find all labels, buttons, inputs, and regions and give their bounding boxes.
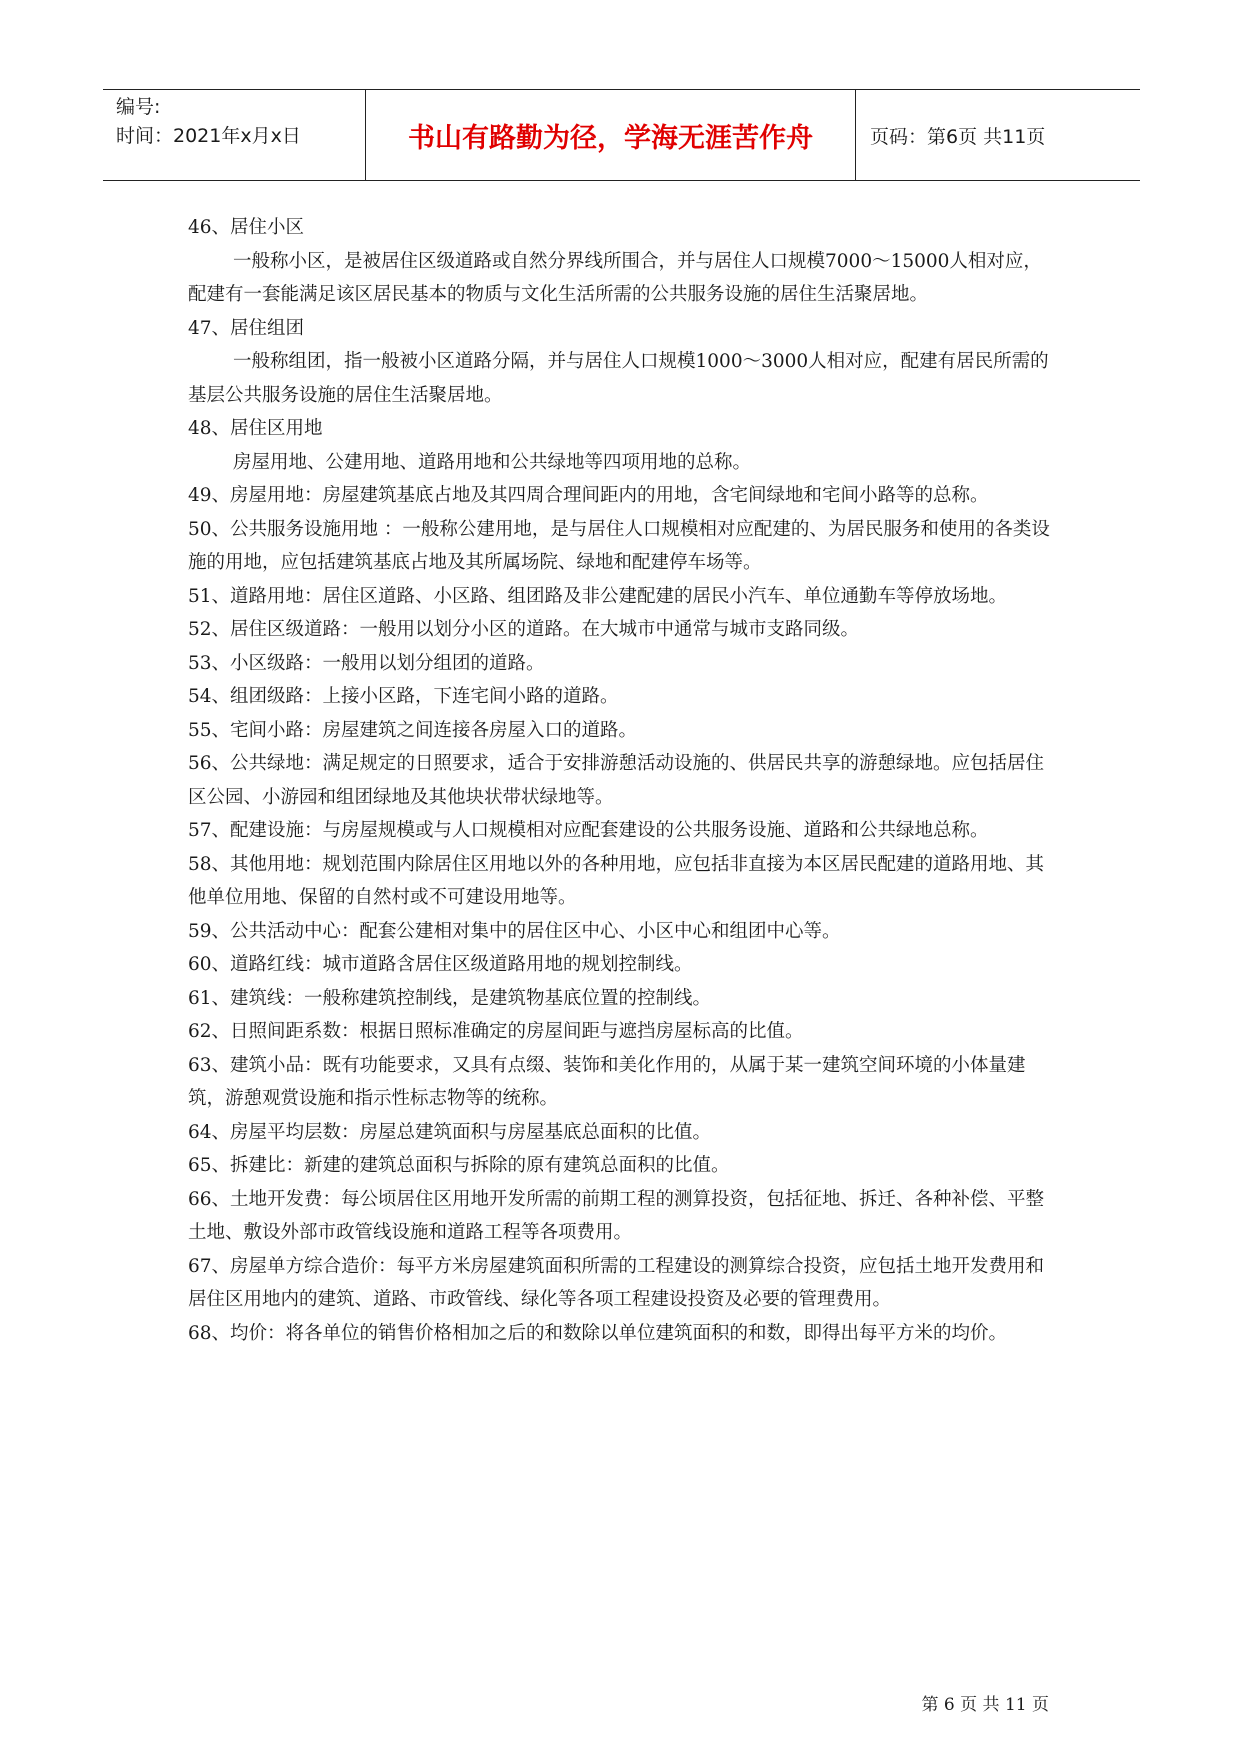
paragraph: 58、其他用地：规划范围内除居住区用地以外的各种用地，应包括非直接为本区居民配建的道路用地、其他单位用地、保留的自然村或不可建设用地等。 bbox=[188, 853, 1045, 908]
page-footer: 第 6 页 共 11 页 bbox=[921, 1695, 1049, 1715]
paragraph: 52、居住区级道路：一般用以划分小区的道路。在大城市中通常与城市支路同级。 bbox=[188, 619, 860, 640]
paragraph: 56、公共绿地：满足规定的日照要求，适合于安排游憩活动设施的、供居民共享的游憩绿地。应包括居住区公园、小游园和组团绿地及其他块状带状绿地等。 bbox=[188, 753, 1045, 808]
paragraph: 51、道路用地：居住区道路、小区路、组团路及非公建配建的居民小汽车、单位通勤车等停放场地。 bbox=[188, 585, 1008, 607]
header-page-number: 页码：第6页 共11页 bbox=[870, 125, 1046, 148]
header-motto: 书山有路勤为径，学海无涯苦作舟 bbox=[366, 90, 856, 180]
paragraph: 62、日照间距系数：根据日照标准确定的房屋间距与遮挡房屋标高的比值。 bbox=[188, 1021, 804, 1042]
page-header bbox=[103, 89, 1140, 181]
paragraph: 49、房屋用地：房屋建筑基底占地及其四周合理间距内的用地，含宅间绿地和宅间小路等的总称。 bbox=[188, 485, 989, 506]
paragraph: 66、土地开发费：每公顷居住区用地开发所需的前期工程的测算投资，包括征地、拆迁、各种补偿、平整土地、敷设外部市政管线设施和道路工程等各项费用。 bbox=[188, 1188, 1045, 1243]
paragraph: 68、均价：将各单位的销售价格相加之后的和数除以单位建筑面积的和数，即得出每平方米的均价。 bbox=[188, 1322, 1008, 1344]
paragraph: 47、居住组团 bbox=[188, 317, 305, 339]
document-number-label: 编号: bbox=[116, 96, 161, 118]
paragraph: 一般称组团，指一般被小区道路分隔，并与居住人口规模1000～3000人相对应，配建有居民所需的基层公共服务设施的居住生活聚居地。 bbox=[188, 351, 1049, 406]
paragraph: 63、建筑小品：既有功能要求，又具有点缀、装饰和美化作用的，从属于某一建筑空间环境的小体量建筑，游憩观赏设施和指示性标志物等的统称。 bbox=[188, 1054, 1026, 1109]
paragraph: 54、组团级路：上接小区路，下连宅间小路的道路。 bbox=[188, 686, 619, 707]
paragraph: 一般称小区，是被居住区级道路或自然分界线所围合，并与居住人口规模7000～15000人相对应，配建有一套能满足该区居民基本的物质与文化生活所需的公共服务设施的居住生活聚居地。 bbox=[188, 250, 1042, 305]
paragraph: 房屋用地、公建用地、道路用地和公共绿地等四项用地的总称。 bbox=[233, 451, 752, 473]
paragraph: 67、房屋单方综合造价：每平方米房屋建筑面积所需的工程建设的测算综合投资，应包括土地开发费用和居住区用地内的建筑、道路、市政管线、绿化等各项工程建设投资及必要的管理费用。 bbox=[188, 1255, 1045, 1310]
paragraph: 53、小区级路：一般用以划分组团的道路。 bbox=[188, 652, 545, 674]
paragraph: 60、道路红线：城市道路含居住区级道路用地的规划控制线。 bbox=[188, 954, 693, 975]
paragraph: 64、房屋平均层数：房屋总建筑面积与房屋基底总面积的比值。 bbox=[188, 1121, 712, 1143]
paragraph: 48、居住区用地 bbox=[188, 418, 323, 439]
header-info bbox=[103, 90, 366, 180]
paragraph: 61、建筑线：一般称建筑控制线，是建筑物基底位置的控制线。 bbox=[188, 987, 712, 1009]
paragraph: 50、公共服务设施用地 ：一般称公建用地，是与居住人口规模相对应配建的、为居民服务和使用的各类设施的用地，应包括建筑基底占地及其所属场院、绿地和配建停车场等。 bbox=[188, 518, 1050, 573]
document-body bbox=[188, 211, 1050, 1350]
paragraph: 59、公共活动中心：配套公建相对集中的居住区中心、小区中心和组团中心等。 bbox=[188, 920, 841, 942]
document-time-label: 时间：2021年x月x日 bbox=[116, 125, 301, 147]
paragraph: 65、拆建比：新建的建筑总面积与拆除的原有建筑总面积的比值。 bbox=[188, 1155, 730, 1176]
paragraph: 57、配建设施：与房屋规模或与人口规模相对应配套建设的公共服务设施、道路和公共绿地总称。 bbox=[188, 820, 989, 841]
paragraph: 55、宅间小路：房屋建筑之间连接各房屋入口的道路。 bbox=[188, 719, 638, 741]
paragraph: 46、居住小区 bbox=[188, 217, 305, 238]
